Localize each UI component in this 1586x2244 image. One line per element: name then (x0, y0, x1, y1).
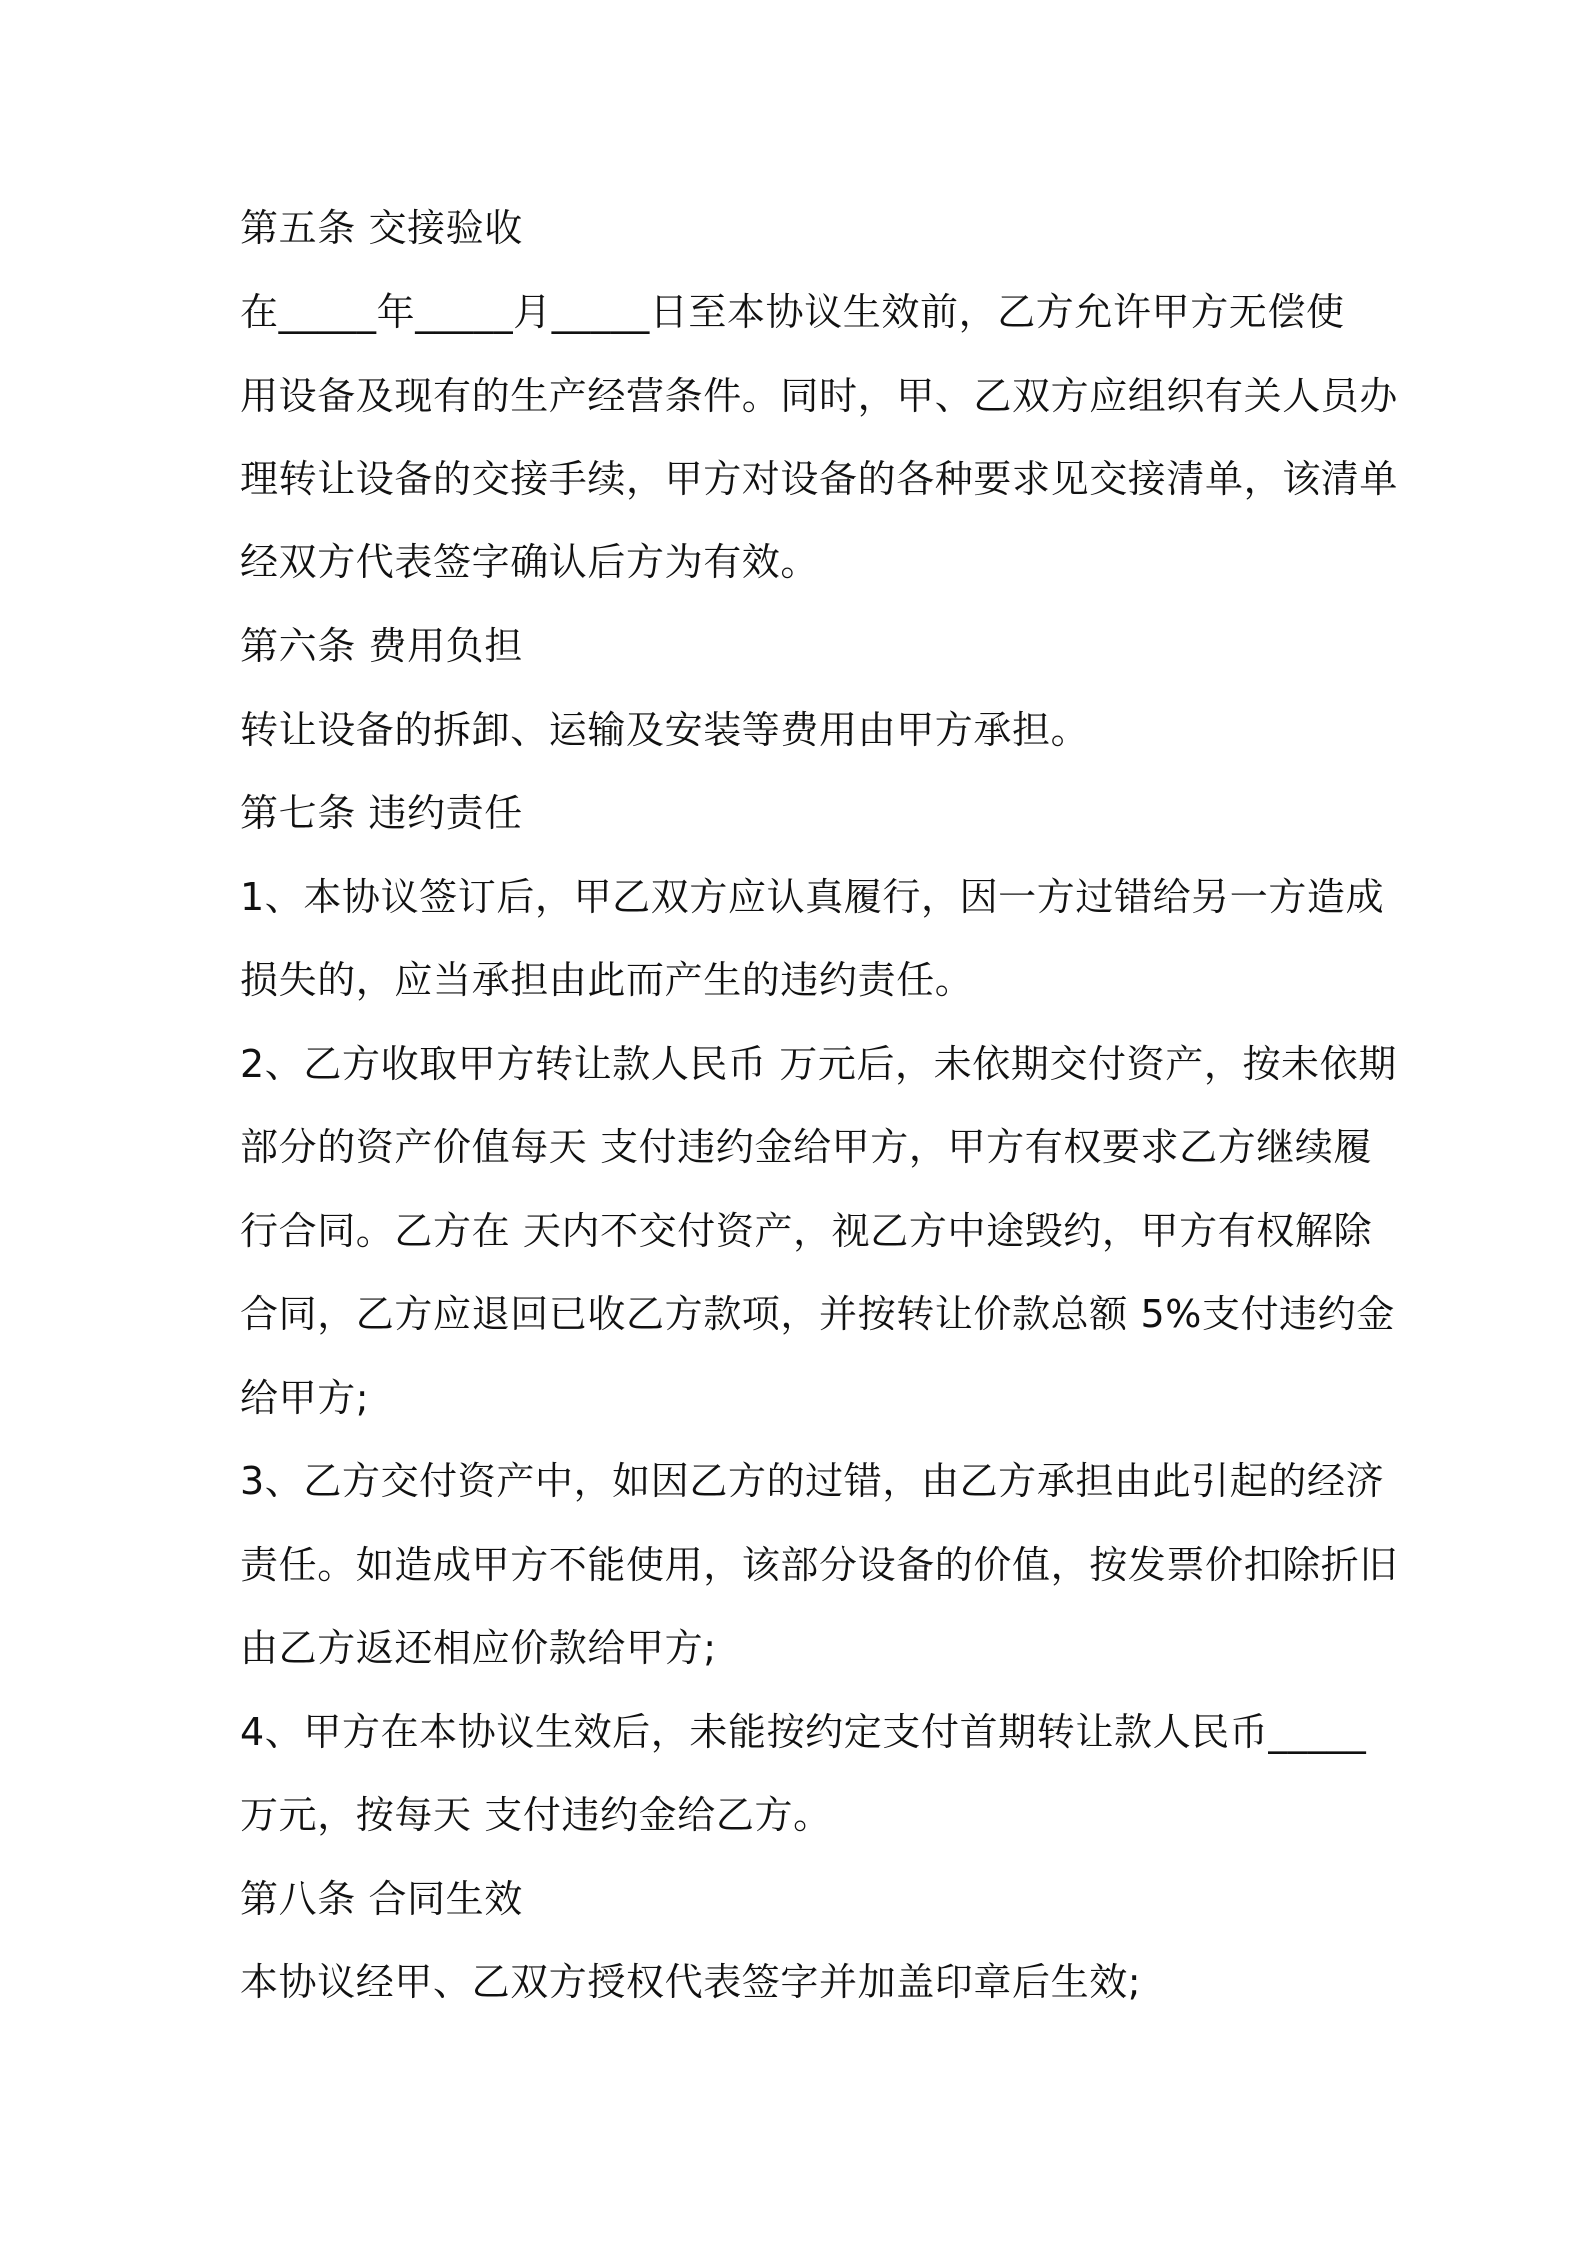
article-7-item-2-line-1: 2、乙方收取甲方转让款人民币 万元后，未依期交付资产，按未依期 (240, 1042, 1397, 1086)
article-8-heading: 第八条 合同生效 (240, 1877, 523, 1921)
article-7-heading: 第七条 违约责任 (240, 791, 523, 835)
article-6-text-line-1: 转让设备的拆卸、运输及安装等费用由甲方承担。 (240, 708, 1090, 752)
article-7-item-2-line-4: 合同，乙方应退回已收乙方款项，并按转让价款总额 5%支付违约金 (240, 1292, 1395, 1336)
article-7-item-1-line-2: 损失的，应当承担由此而产生的违约责任。 (240, 958, 974, 1002)
article-7-item-1-line-1: 1、本协议签订后，甲乙双方应认真履行，因一方过错给另一方造成 (240, 875, 1385, 919)
article-5-text-line-3: 理转让设备的交接手续，甲方对设备的各种要求见交接清单，该清单 (240, 457, 1399, 501)
article-5-text-line-4: 经双方代表签字确认后方为有效。 (240, 540, 820, 584)
article-7-item-3-line-3: 由乙方返还相应价款给甲方; (240, 1626, 717, 1670)
article-7-item-4-line-2: 万元，按每天 支付违约金给乙方。 (240, 1793, 832, 1837)
article-5-text-line-2: 用设备及现有的生产经营条件。同时，甲、乙双方应组织有关人员办 (240, 374, 1399, 418)
article-7-item-3-line-2: 责任。如造成甲方不能使用，该部分设备的价值，按发票价扣除折旧 (240, 1543, 1399, 1587)
article-7-item-2-line-2: 部分的资产价值每天 支付违约金给甲方，甲方有权要求乙方继续履 (240, 1125, 1373, 1169)
article-7-item-2-line-3: 行合同。乙方在 天内不交付资产，视乙方中途毁约，甲方有权解除 (240, 1209, 1373, 1253)
article-7-item-2-line-5: 给甲方; (240, 1376, 370, 1420)
article-7-item-3-line-1: 3、乙方交付资产中，如因乙方的过错，由乙方承担由此引起的经济 (240, 1459, 1385, 1503)
article-5-text-line-1: 在_____年_____月_____日至本协议生效前，乙方允许甲方无偿使 (240, 290, 1345, 334)
article-5-heading: 第五条 交接验收 (240, 206, 523, 250)
article-8-text-line-1: 本协议经甲、乙双方授权代表签字并加盖印章后生效; (240, 1960, 1142, 2004)
article-7-item-4-line-1: 4、甲方在本协议生效后，未能按约定支付首期转让款人民币_____ (240, 1710, 1367, 1754)
article-6-heading: 第六条 费用负担 (240, 624, 523, 668)
